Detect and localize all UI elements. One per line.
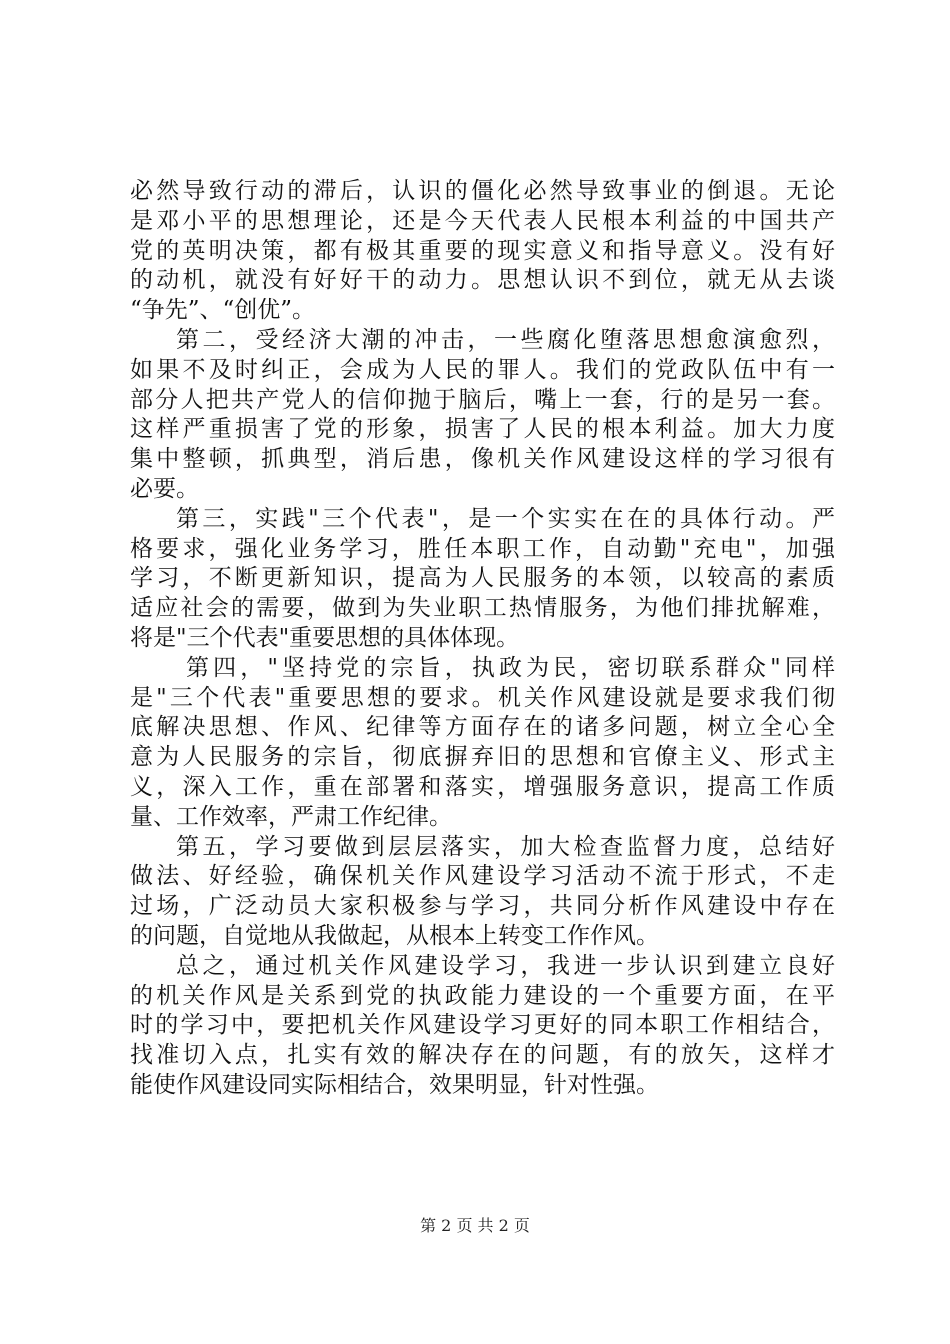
text-line: 时的学习中，要把机关作风建设学习更好的同本职工作相结合，	[130, 1012, 835, 1039]
text-line: 党的英明决策，都有极其重要的现实意义和指导意义。没有好	[130, 237, 835, 264]
text-line: 量、工作效率，严肃工作纪律。	[130, 803, 452, 830]
text-line: 第三，实践"三个代表"，是一个实实在在的具体行动。严	[176, 505, 835, 532]
text-line: 找准切入点，扎实有效的解决存在的问题，有的放矢，这样才	[130, 1042, 835, 1069]
document-body	[130, 177, 835, 1101]
paragraph-third	[130, 505, 835, 654]
text-line: 必然导致行动的滞后，认识的僵化必然导致事业的倒退。无论	[130, 178, 835, 204]
text-line: 义，深入工作，重在部署和落实，增强服务意识，提高工作质	[130, 773, 835, 800]
paragraph-continuation	[130, 177, 835, 326]
text-line: 适应社会的需要，做到为失业职工热情服务，为他们排扰解难，	[130, 595, 835, 622]
text-line: 能使作风建设同实际相结合，效果明显，针对性强。	[130, 1071, 659, 1098]
text-line: 集中整顿，抓典型，消后患，像机关作风建设这样的学习很有	[130, 446, 835, 473]
text-line: “争先”、“创优”。	[130, 297, 316, 324]
text-line: 学习，不断更新知识，提高为人民服务的本领，以较高的素质	[130, 565, 835, 592]
paragraph-fifth	[130, 833, 835, 952]
paragraph-conclusion	[130, 952, 835, 1101]
text-line: 第五，学习要做到层层落实，加大检查监督力度，总结好	[176, 833, 835, 860]
text-line: 做法、好经验，确保机关作风建设学习活动不流于形式，不走	[130, 863, 835, 890]
text-line: 底解决思想、作风、纪律等方面存在的诸多问题，树立全心全	[130, 714, 835, 741]
text-line: 这样严重损害了党的形象，损害了人民的根本利益。加大力度	[130, 416, 835, 443]
text-line: 的动机，就没有好好干的动力。思想认识不到位，就无从去谈	[130, 267, 835, 294]
paragraph-fourth	[130, 654, 835, 833]
text-line: 将是"三个代表"重要思想的具体体现。	[130, 624, 520, 651]
text-line: 总之，通过机关作风建设学习，我进一步认识到建立良好	[176, 952, 835, 979]
text-line: 部分人把共产党人的信仰抛于脑后，嘴上一套，行的是另一套。	[130, 386, 835, 413]
text-line: 如果不及时纠正，会成为人民的罪人。我们的党政队伍中有一	[130, 356, 835, 383]
text-line: 的机关作风是关系到党的执政能力建设的一个重要方面，在平	[130, 982, 835, 1009]
text-line: 的问题，自觉地从我做起，从根本上转变工作作风。	[130, 922, 659, 949]
text-line: 第二，受经济大潮的冲击，一些腐化堕落思想愈演愈烈，	[176, 326, 835, 353]
text-line: 过场，广泛动员大家积极参与学习，共同分析作风建设中存在	[130, 893, 835, 920]
page-number-footer: 第 2 页 共 2 页	[420, 1216, 530, 1235]
text-line: 意为人民服务的宗旨，彻底摒弃旧的思想和官僚主义、形式主	[130, 744, 835, 771]
text-line: 必要。	[130, 475, 199, 502]
text-line: 是邓小平的思想理论，还是今天代表人民根本利益的中国共产	[130, 207, 835, 234]
text-line: 第四，"坚持党的宗旨，执政为民，密切联系群众"同样	[186, 654, 835, 681]
paragraph-second	[130, 326, 835, 505]
text-line: 格要求，强化业务学习，胜任本职工作，自动勤"充电"，加强	[130, 535, 835, 562]
text-line: 是"三个代表"重要思想的要求。机关作风建设就是要求我们彻	[130, 684, 835, 711]
